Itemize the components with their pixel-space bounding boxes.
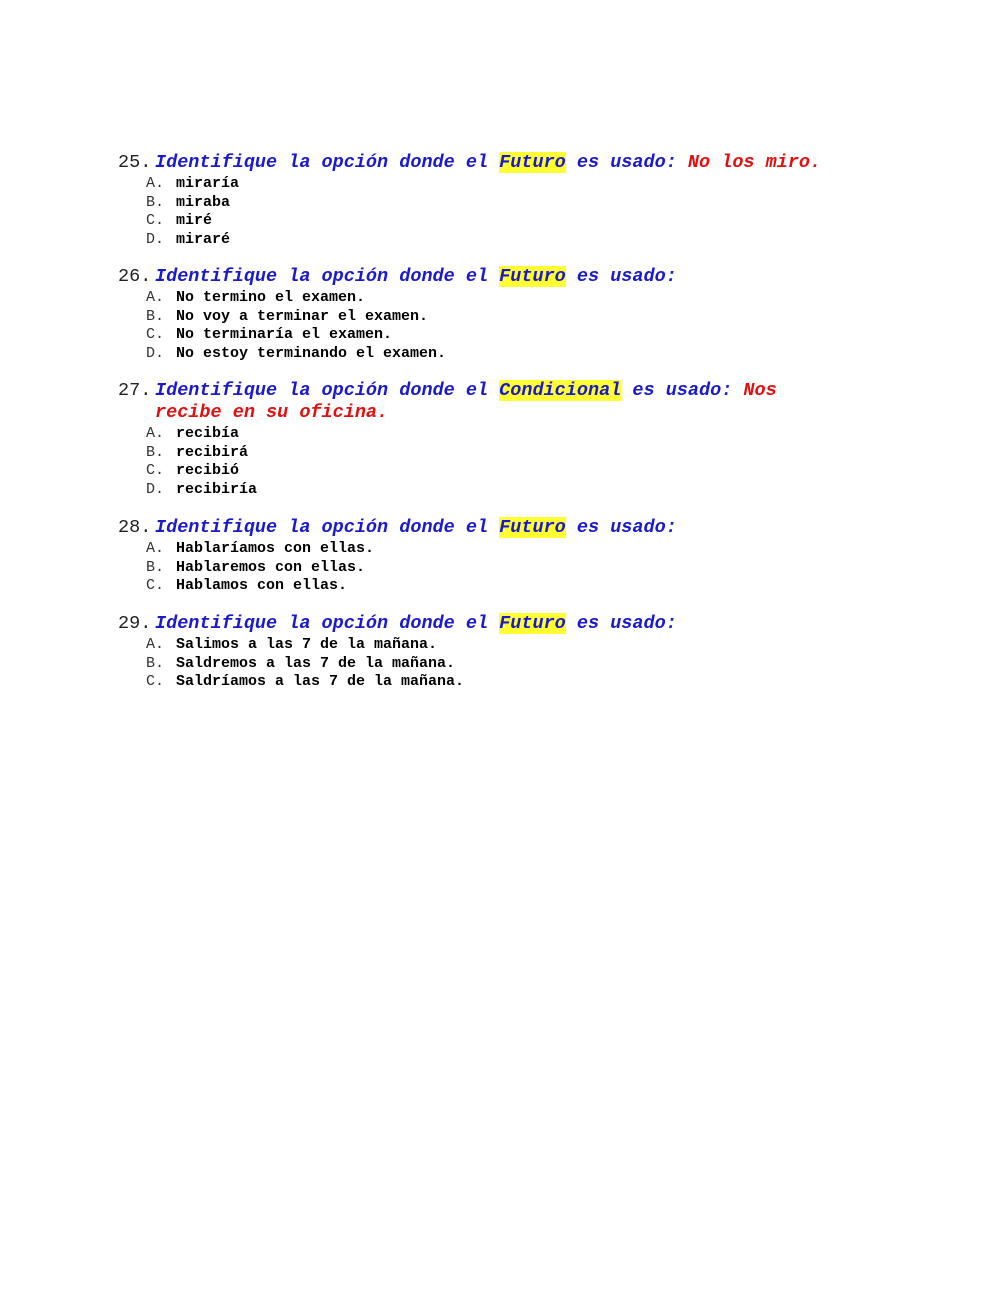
- question-stem: [118, 613, 878, 635]
- question-number: 26.: [118, 266, 152, 287]
- option-a[interactable]: [146, 175, 878, 194]
- option-text: No estoy terminando el examen.: [176, 344, 447, 362]
- question-25: [118, 152, 878, 249]
- target-sentence: No los miro.: [676, 152, 822, 173]
- options-list: [146, 540, 878, 596]
- option-a[interactable]: [146, 289, 878, 308]
- question-prompt-end: es usado:: [565, 152, 677, 173]
- question-prompt-end: es usado:: [565, 517, 677, 538]
- tense-highlight: Futuro: [499, 266, 566, 287]
- target-sentence-line2: recibe en su oficina.: [155, 402, 389, 423]
- option-text: Salimos a las 7 de la mañana.: [176, 636, 438, 653]
- option-text: miraba: [176, 193, 231, 211]
- tense-highlight: Condicional: [499, 380, 622, 401]
- target-sentence: Nos: [732, 380, 777, 401]
- question-stem: [118, 517, 878, 539]
- question-26: [118, 266, 878, 363]
- option-text: Hablaríamos con ellas.: [176, 540, 375, 557]
- question-prompt-end: es usado:: [565, 613, 677, 634]
- option-letter: A.: [146, 636, 165, 653]
- option-letter: B.: [146, 443, 165, 461]
- options-list: [146, 425, 878, 499]
- option-letter: A.: [146, 175, 165, 192]
- option-letter: A.: [146, 540, 165, 557]
- option-a[interactable]: [146, 636, 878, 655]
- tense-highlight: Futuro: [499, 613, 566, 634]
- option-d[interactable]: [146, 345, 878, 364]
- option-text: recibiría: [176, 480, 258, 498]
- option-letter: C.: [146, 462, 165, 480]
- option-letter: D.: [146, 230, 165, 248]
- option-d[interactable]: [146, 231, 878, 250]
- option-c[interactable]: [146, 462, 878, 481]
- option-letter: D.: [146, 480, 165, 498]
- option-text: miré: [176, 212, 213, 230]
- option-b[interactable]: [146, 194, 878, 213]
- question-prompt-end: es usado:: [565, 266, 677, 287]
- tense-highlight: Futuro: [499, 517, 566, 538]
- question-number: 27.: [118, 380, 152, 401]
- option-c[interactable]: [146, 212, 878, 231]
- options-list: [146, 636, 878, 692]
- option-text: Hablamos con ellas.: [176, 577, 348, 595]
- option-text: recibirá: [176, 443, 249, 461]
- option-letter: C.: [146, 673, 165, 691]
- question-prompt: Identifique la opción donde el: [155, 266, 500, 287]
- option-d[interactable]: [146, 481, 878, 500]
- option-letter: C.: [146, 212, 165, 230]
- option-c[interactable]: [146, 326, 878, 345]
- question-number: 28.: [118, 517, 152, 538]
- option-b[interactable]: [146, 308, 878, 327]
- option-letter: D.: [146, 344, 165, 362]
- question-prompt-end: es usado:: [621, 380, 733, 401]
- option-text: miraré: [176, 230, 231, 248]
- tense-highlight: Futuro: [499, 152, 566, 173]
- question-29: [118, 613, 878, 692]
- option-text: recibía: [176, 425, 240, 442]
- options-list: [146, 175, 878, 249]
- option-text: Hablaremos con ellas.: [176, 558, 366, 576]
- option-letter: C.: [146, 577, 165, 595]
- question-27: [118, 380, 878, 499]
- option-text: recibió: [176, 462, 240, 480]
- option-letter: A.: [146, 289, 165, 306]
- options-list: [146, 289, 878, 363]
- question-prompt: Identifique la opción donde el: [155, 613, 500, 634]
- option-c[interactable]: [146, 577, 878, 596]
- option-a[interactable]: [146, 425, 878, 444]
- question-number: 29.: [118, 613, 152, 634]
- option-letter: B.: [146, 307, 165, 325]
- question-stem: [118, 152, 878, 174]
- option-text: No voy a terminar el examen.: [176, 307, 429, 325]
- option-letter: C.: [146, 326, 165, 344]
- question-number: 25.: [118, 152, 152, 173]
- option-letter: B.: [146, 193, 165, 211]
- option-letter: B.: [146, 654, 165, 672]
- option-text: No terminaría el examen.: [176, 326, 393, 344]
- question-stem: [118, 266, 878, 288]
- question-stem: [118, 380, 878, 424]
- option-text: Saldremos a las 7 de la mañana.: [176, 654, 456, 672]
- option-text: No termino el examen.: [176, 289, 366, 306]
- question-prompt: Identifique la opción donde el: [155, 380, 500, 401]
- option-c[interactable]: [146, 673, 878, 692]
- question-28: [118, 517, 878, 596]
- option-a[interactable]: [146, 540, 878, 559]
- option-text: miraría: [176, 175, 240, 192]
- question-prompt: Identifique la opción donde el: [155, 152, 500, 173]
- option-letter: A.: [146, 425, 165, 442]
- option-b[interactable]: [146, 444, 878, 463]
- option-b[interactable]: [146, 655, 878, 674]
- option-b[interactable]: [146, 559, 878, 578]
- question-prompt: Identifique la opción donde el: [155, 517, 500, 538]
- option-letter: B.: [146, 558, 165, 576]
- option-text: Saldríamos a las 7 de la mañana.: [176, 673, 465, 691]
